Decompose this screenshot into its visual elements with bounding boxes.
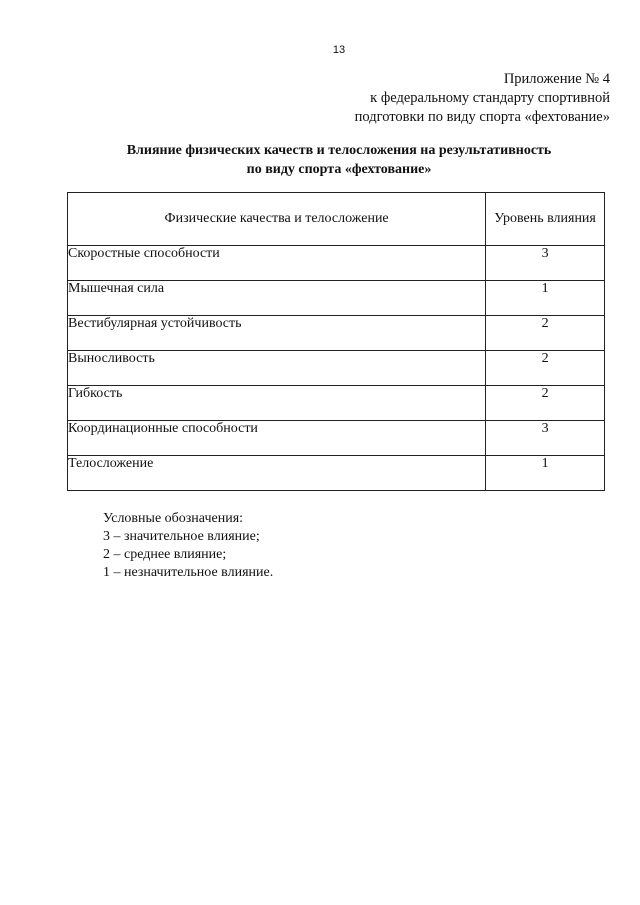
page-number: 13 — [332, 44, 346, 56]
quality-cell: Мышечная сила — [68, 281, 486, 316]
quality-cell: Координационные способности — [68, 421, 486, 456]
quality-cell: Гибкость — [68, 386, 486, 421]
appendix-line: Приложение № 4 — [503, 71, 610, 87]
legend-title: Условные обозначения: — [103, 511, 244, 526]
legend-item: 3 – значительное влияние; — [103, 529, 260, 544]
title-line: по виду спорта «фехтование» — [246, 162, 432, 177]
table-row — [68, 281, 605, 316]
level-cell: 2 — [486, 351, 605, 386]
level-cell: 2 — [486, 316, 605, 351]
quality-cell: Скоростные способности — [68, 246, 486, 281]
appendix-note — [355, 70, 610, 127]
header-quality: Физические качества и телосложение — [68, 193, 486, 246]
level-cell: 1 — [486, 456, 605, 491]
level-cell: 3 — [486, 421, 605, 456]
table-row — [68, 386, 605, 421]
table-row — [68, 421, 605, 456]
title-line: Влияние физических качеств и телосложения на результативность — [126, 143, 552, 158]
level-cell: 2 — [486, 386, 605, 421]
table-row — [68, 316, 605, 351]
level-cell: 3 — [486, 246, 605, 281]
appendix-line: подготовки по виду спорта «фехтование» — [354, 109, 610, 125]
legend — [103, 510, 273, 582]
legend-item: 2 – среднее влияние; — [103, 547, 227, 562]
table-row — [68, 351, 605, 386]
legend-item: 1 – незначительное влияние. — [103, 565, 274, 580]
quality-cell: Телосложение — [68, 456, 486, 491]
quality-cell: Вестибулярная устойчивость — [68, 316, 486, 351]
appendix-line: к федеральному стандарту спортивной — [370, 90, 610, 106]
table-header-row — [68, 193, 605, 246]
influence-table — [67, 192, 605, 491]
table-row — [68, 456, 605, 491]
document-title — [0, 141, 640, 179]
level-cell: 1 — [486, 281, 605, 316]
quality-cell: Выносливость — [68, 351, 486, 386]
header-level: Уровень влияния — [486, 193, 605, 246]
table-row — [68, 246, 605, 281]
